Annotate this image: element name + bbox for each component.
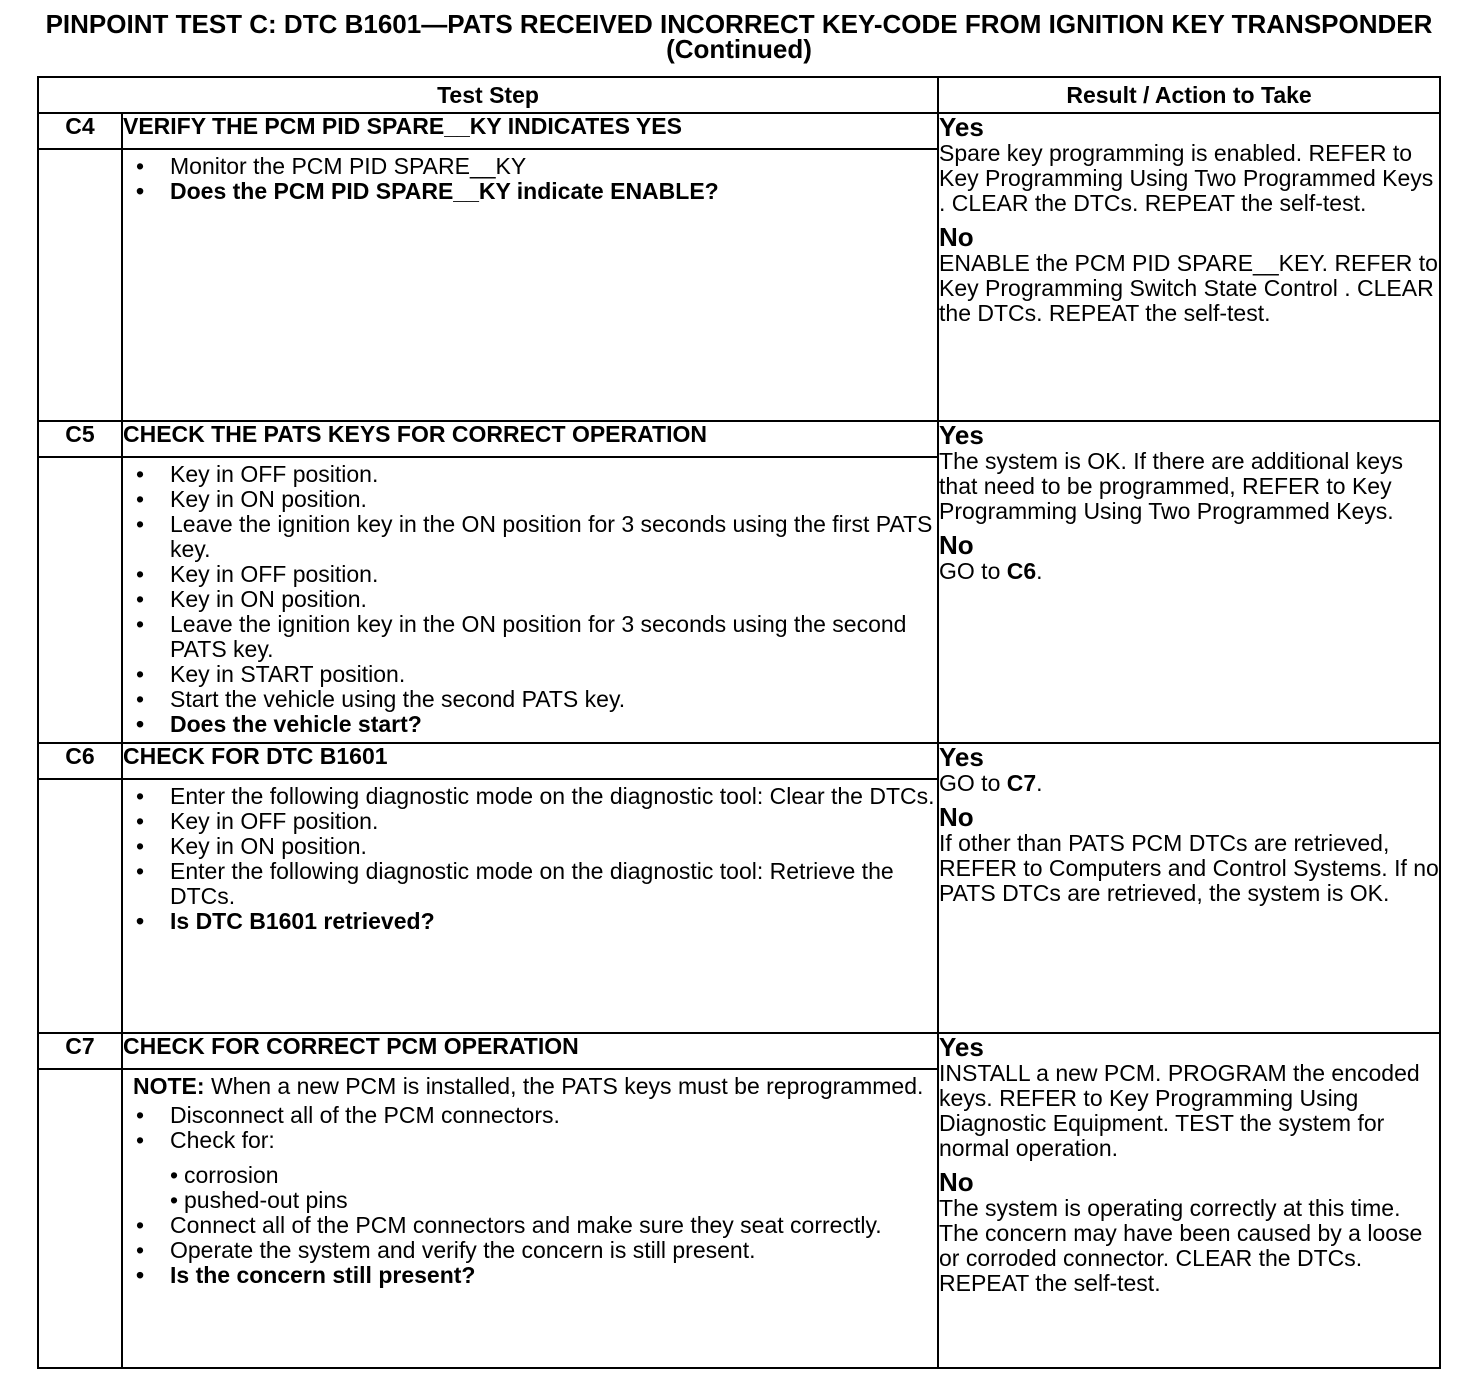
header-test-step: Test Step bbox=[38, 77, 938, 113]
note bbox=[123, 1070, 937, 1099]
step-heading: CHECK THE PATS KEYS FOR CORRECT OPERATION bbox=[122, 421, 938, 457]
header-result: Result / Action to Take bbox=[938, 77, 1440, 113]
step-heading: CHECK FOR CORRECT PCM OPERATION bbox=[122, 1033, 938, 1069]
no-label: No bbox=[939, 530, 974, 560]
step-c4-heading-row bbox=[38, 113, 1440, 149]
table-header-row bbox=[38, 77, 1440, 113]
step-c7-heading-row bbox=[38, 1033, 1440, 1069]
list-item: • Key in START position. bbox=[133, 662, 937, 687]
id-spacer bbox=[38, 779, 122, 1033]
step-heading: VERIFY THE PCM PID SPARE__KY INDICATES YES bbox=[122, 113, 938, 149]
yes-label: Yes bbox=[939, 1032, 984, 1062]
no-action bbox=[939, 559, 1439, 584]
step-id: C5 bbox=[38, 421, 122, 457]
step-reference: C6 bbox=[1006, 558, 1037, 584]
yes-action: The system is OK. If there are additional keys that need to be programmed, REFER to Key Programming Using Two Programmed Keys. bbox=[939, 448, 1404, 524]
list-item: • Start the vehicle using the second PATS key. bbox=[133, 687, 937, 712]
yes-label: Yes bbox=[939, 742, 984, 772]
list-item-check-for bbox=[133, 1128, 937, 1213]
sub-list-item: • pushed-out pins bbox=[170, 1188, 937, 1213]
yes-action bbox=[939, 771, 1439, 796]
step-reference: C7 bbox=[1006, 770, 1037, 796]
list-item: • Connect all of the PCM connectors and make sure they seat correctly. bbox=[133, 1213, 937, 1238]
yes-action: INSTALL a new PCM. PROGRAM the encoded keys. REFER to Key Programming Using Diagnostic Equipment. TEST the system for normal operation. bbox=[939, 1060, 1420, 1161]
question-item: • Does the vehicle start? bbox=[133, 712, 937, 737]
yes-label: Yes bbox=[939, 112, 984, 142]
step-c4-result bbox=[938, 113, 1440, 421]
step-c5-heading-row bbox=[38, 421, 1440, 457]
list-item: • Leave the ignition key in the ON position for 3 seconds using the first PATS key. bbox=[133, 512, 937, 562]
no-action-suffix: . bbox=[1036, 558, 1043, 584]
step-id: C7 bbox=[38, 1033, 122, 1069]
no-action: If other than PATS PCM DTCs are retrieved, REFER to Computers and Control Systems. If no PATS DTCs are retrieved, the system is OK. bbox=[939, 830, 1439, 906]
list-item: • Enter the following diagnostic mode on the diagnostic tool: Clear the DTCs. bbox=[133, 784, 937, 809]
note-label: NOTE: bbox=[133, 1073, 205, 1099]
list-item-text: Check for: bbox=[170, 1127, 275, 1153]
question-item: • Is DTC B1601 retrieved? bbox=[133, 909, 937, 934]
no-label: No bbox=[939, 222, 974, 252]
no-label: No bbox=[939, 802, 974, 832]
pinpoint-test-table bbox=[37, 76, 1441, 1369]
list-item: • Key in OFF position. bbox=[133, 562, 937, 587]
step-c5-body bbox=[122, 457, 938, 743]
step-c6-body bbox=[122, 779, 938, 1033]
list-item: • Key in ON position. bbox=[133, 834, 937, 859]
step-c7-result bbox=[938, 1033, 1440, 1368]
step-c7-body bbox=[122, 1069, 938, 1368]
question-item: • Is the concern still present? bbox=[133, 1263, 937, 1288]
step-c6-heading-row bbox=[38, 743, 1440, 779]
yes-label: Yes bbox=[939, 420, 984, 450]
question-item: • Does the PCM PID SPARE__KY indicate ENABLE? bbox=[133, 179, 937, 204]
no-action: ENABLE the PCM PID SPARE__KEY. REFER to Key Programming Switch State Control . CLEAR the DTCs. REPEAT the self-test. bbox=[939, 250, 1438, 326]
sub-list bbox=[170, 1163, 937, 1213]
list-item: • Key in OFF position. bbox=[133, 809, 937, 834]
step-heading: CHECK FOR DTC B1601 bbox=[122, 743, 938, 779]
yes-action: Spare key programming is enabled. REFER to Key Programming Using Two Programmed Keys . CLEAR the DTCs. REPEAT the self-test. bbox=[939, 140, 1434, 216]
step-id: C4 bbox=[38, 113, 122, 149]
list-item: • Operate the system and verify the concern is still present. bbox=[133, 1238, 937, 1263]
list-item: • Key in OFF position. bbox=[133, 462, 937, 487]
list-item: • Disconnect all of the PCM connectors. bbox=[133, 1103, 937, 1128]
id-spacer bbox=[38, 1069, 122, 1368]
id-spacer bbox=[38, 149, 122, 421]
list-item: • Key in ON position. bbox=[133, 587, 937, 612]
step-c4-body bbox=[122, 149, 938, 421]
no-action-text: GO to bbox=[939, 558, 1007, 584]
yes-action-text: GO to bbox=[939, 770, 1007, 796]
step-c6-result bbox=[938, 743, 1440, 1033]
no-action: The system is operating correctly at this time. The concern may have been caused by a loose or corroded connector. CLEAR the DTCs. REPEAT the self-test. bbox=[939, 1195, 1423, 1296]
list-item: • Key in ON position. bbox=[133, 487, 937, 512]
sub-list-item: • corrosion bbox=[170, 1163, 937, 1188]
page-title: PINPOINT TEST C: DTC B1601—PATS RECEIVED INCORRECT KEY-CODE FROM IGNITION KEY TRANSPONDER (Continued) bbox=[45, 9, 1433, 64]
step-c5-result bbox=[938, 421, 1440, 743]
yes-action-suffix: . bbox=[1036, 770, 1043, 796]
id-spacer bbox=[38, 457, 122, 743]
step-id: C6 bbox=[38, 743, 122, 779]
list-item: • Leave the ignition key in the ON position for 3 seconds using the second PATS key. bbox=[133, 612, 937, 662]
list-item: • Monitor the PCM PID SPARE__KY bbox=[133, 154, 937, 179]
note-text: When a new PCM is installed, the PATS keys must be reprogrammed. bbox=[204, 1073, 924, 1099]
list-item: • Enter the following diagnostic mode on the diagnostic tool: Retrieve the DTCs. bbox=[133, 859, 937, 909]
no-label: No bbox=[939, 1167, 974, 1197]
